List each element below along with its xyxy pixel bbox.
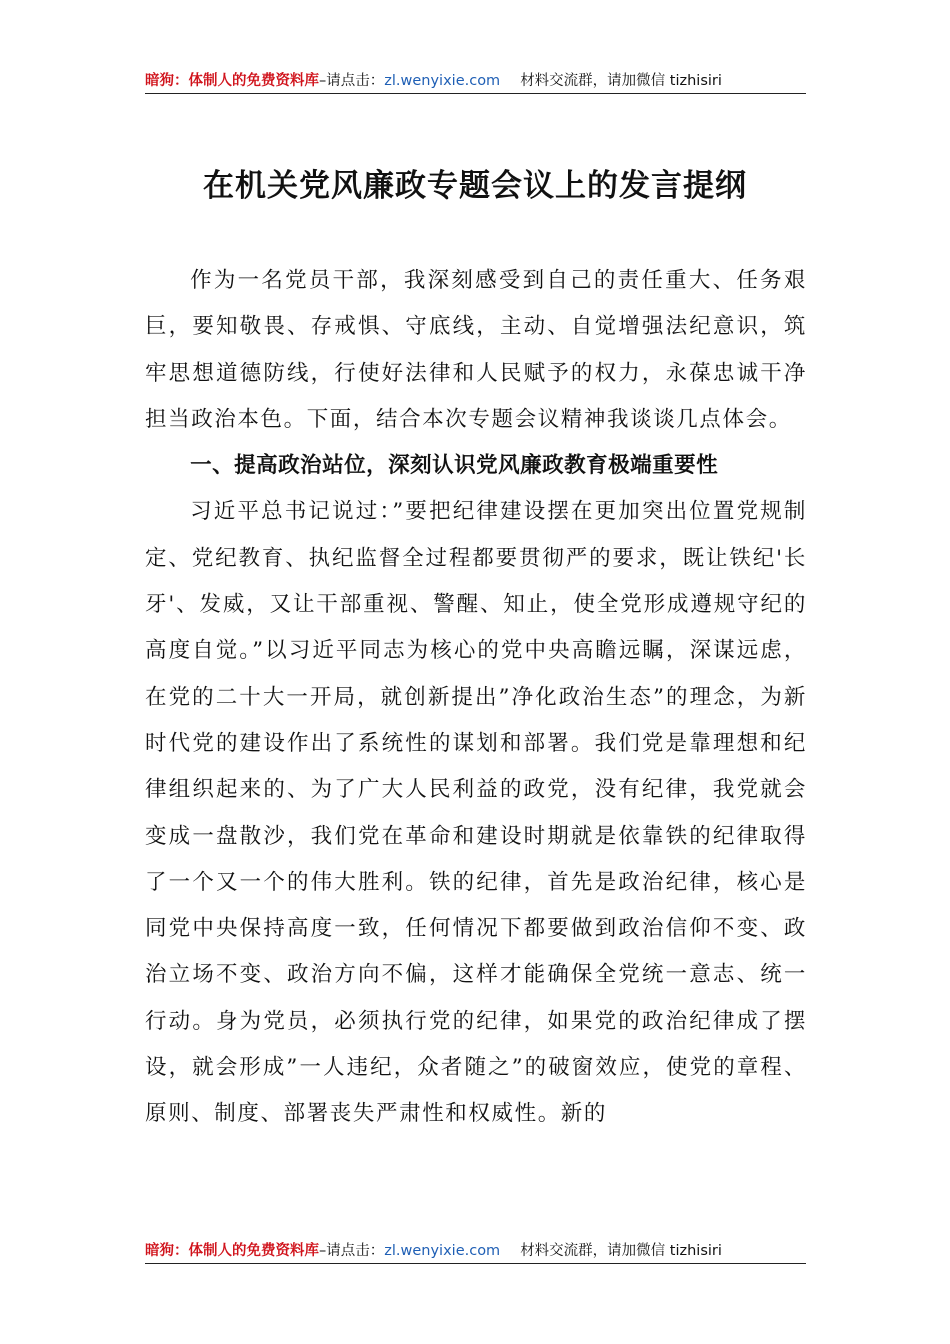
header-site-name: 暗狗：体制人的免费资料库 — [145, 73, 319, 89]
header-link[interactable]: zl.wenyixie.com — [384, 73, 501, 89]
header-text — [145, 69, 722, 90]
footer-rule — [145, 1263, 806, 1264]
header-banner — [145, 66, 806, 94]
intro-paragraph: 作为一名党员干部，我深刻感受到自己的责任重大、任务艰巨，要知敬畏、存戒惧、守底线，主动、自觉增强法纪意识，筑牢思想道德防线，行使好法律和人民赋予的权力，永葆忠诚干净担当政治本色。下面，结合本次专题会议精神我谈谈几点体会。 — [145, 268, 807, 432]
footer-banner — [145, 1236, 806, 1264]
footer-click-prompt: –请点击： — [319, 1243, 385, 1259]
footer-link[interactable]: zl.wenyixie.com — [384, 1243, 501, 1259]
section-paragraph: 习近平总书记说过：”要把纪律建设摆在更加突出位置党规制定、党纪教育、执纪监督全过程都要贯彻严的要求，既让铁纪'长牙'、发威，又让干部重视、警醒、知止，使全党形成遵规守纪的高度自觉。”以习近平同志为核心的党中央高瞻远瞩，深谋远虑，在党的二十大一开局，就创新提出”净化政治生态”的理念，为新时代党的建设作出了系统性的谋划和部署。我们党是靠理想和纪律组织起来的、为了广大人民利益的政党，没有纪律，我党就会变成一盘散沙，我们党在革命和建设时期就是依靠铁的纪律取得了一个又一个的伟大胜利。铁的纪律，首先是政治纪律，核心是同党中央保持高度一致，任何情况下都要做到政治信仰不变、政治立场不变、政治方向不偏，这样才能确保全党统一意志、统一行动。身为党员，必须执行党的纪律，如果党的政治纪律成了摆设，就会形成”一人违纪，众者随之”的破窗效应，使党的章程、原则、制度、部署丧失严肃性和权威性。新的 — [145, 499, 807, 1127]
section-heading: 一、提高政治站位，深刻认识党风廉政教育极端重要性 — [190, 453, 719, 479]
header-rule — [145, 93, 806, 94]
header-click-prompt: –请点击： — [319, 73, 385, 89]
document-body — [145, 258, 807, 1138]
footer-wechat-note: 材料交流群，请加微信 tizhisiri — [520, 1243, 722, 1259]
footer-text — [145, 1239, 722, 1260]
header-wechat-note: 材料交流群，请加微信 tizhisiri — [520, 73, 722, 89]
document-title: 在机关党风廉政专题会议上的发言提纲 — [203, 168, 747, 204]
footer-site-name: 暗狗：体制人的免费资料库 — [145, 1243, 319, 1259]
